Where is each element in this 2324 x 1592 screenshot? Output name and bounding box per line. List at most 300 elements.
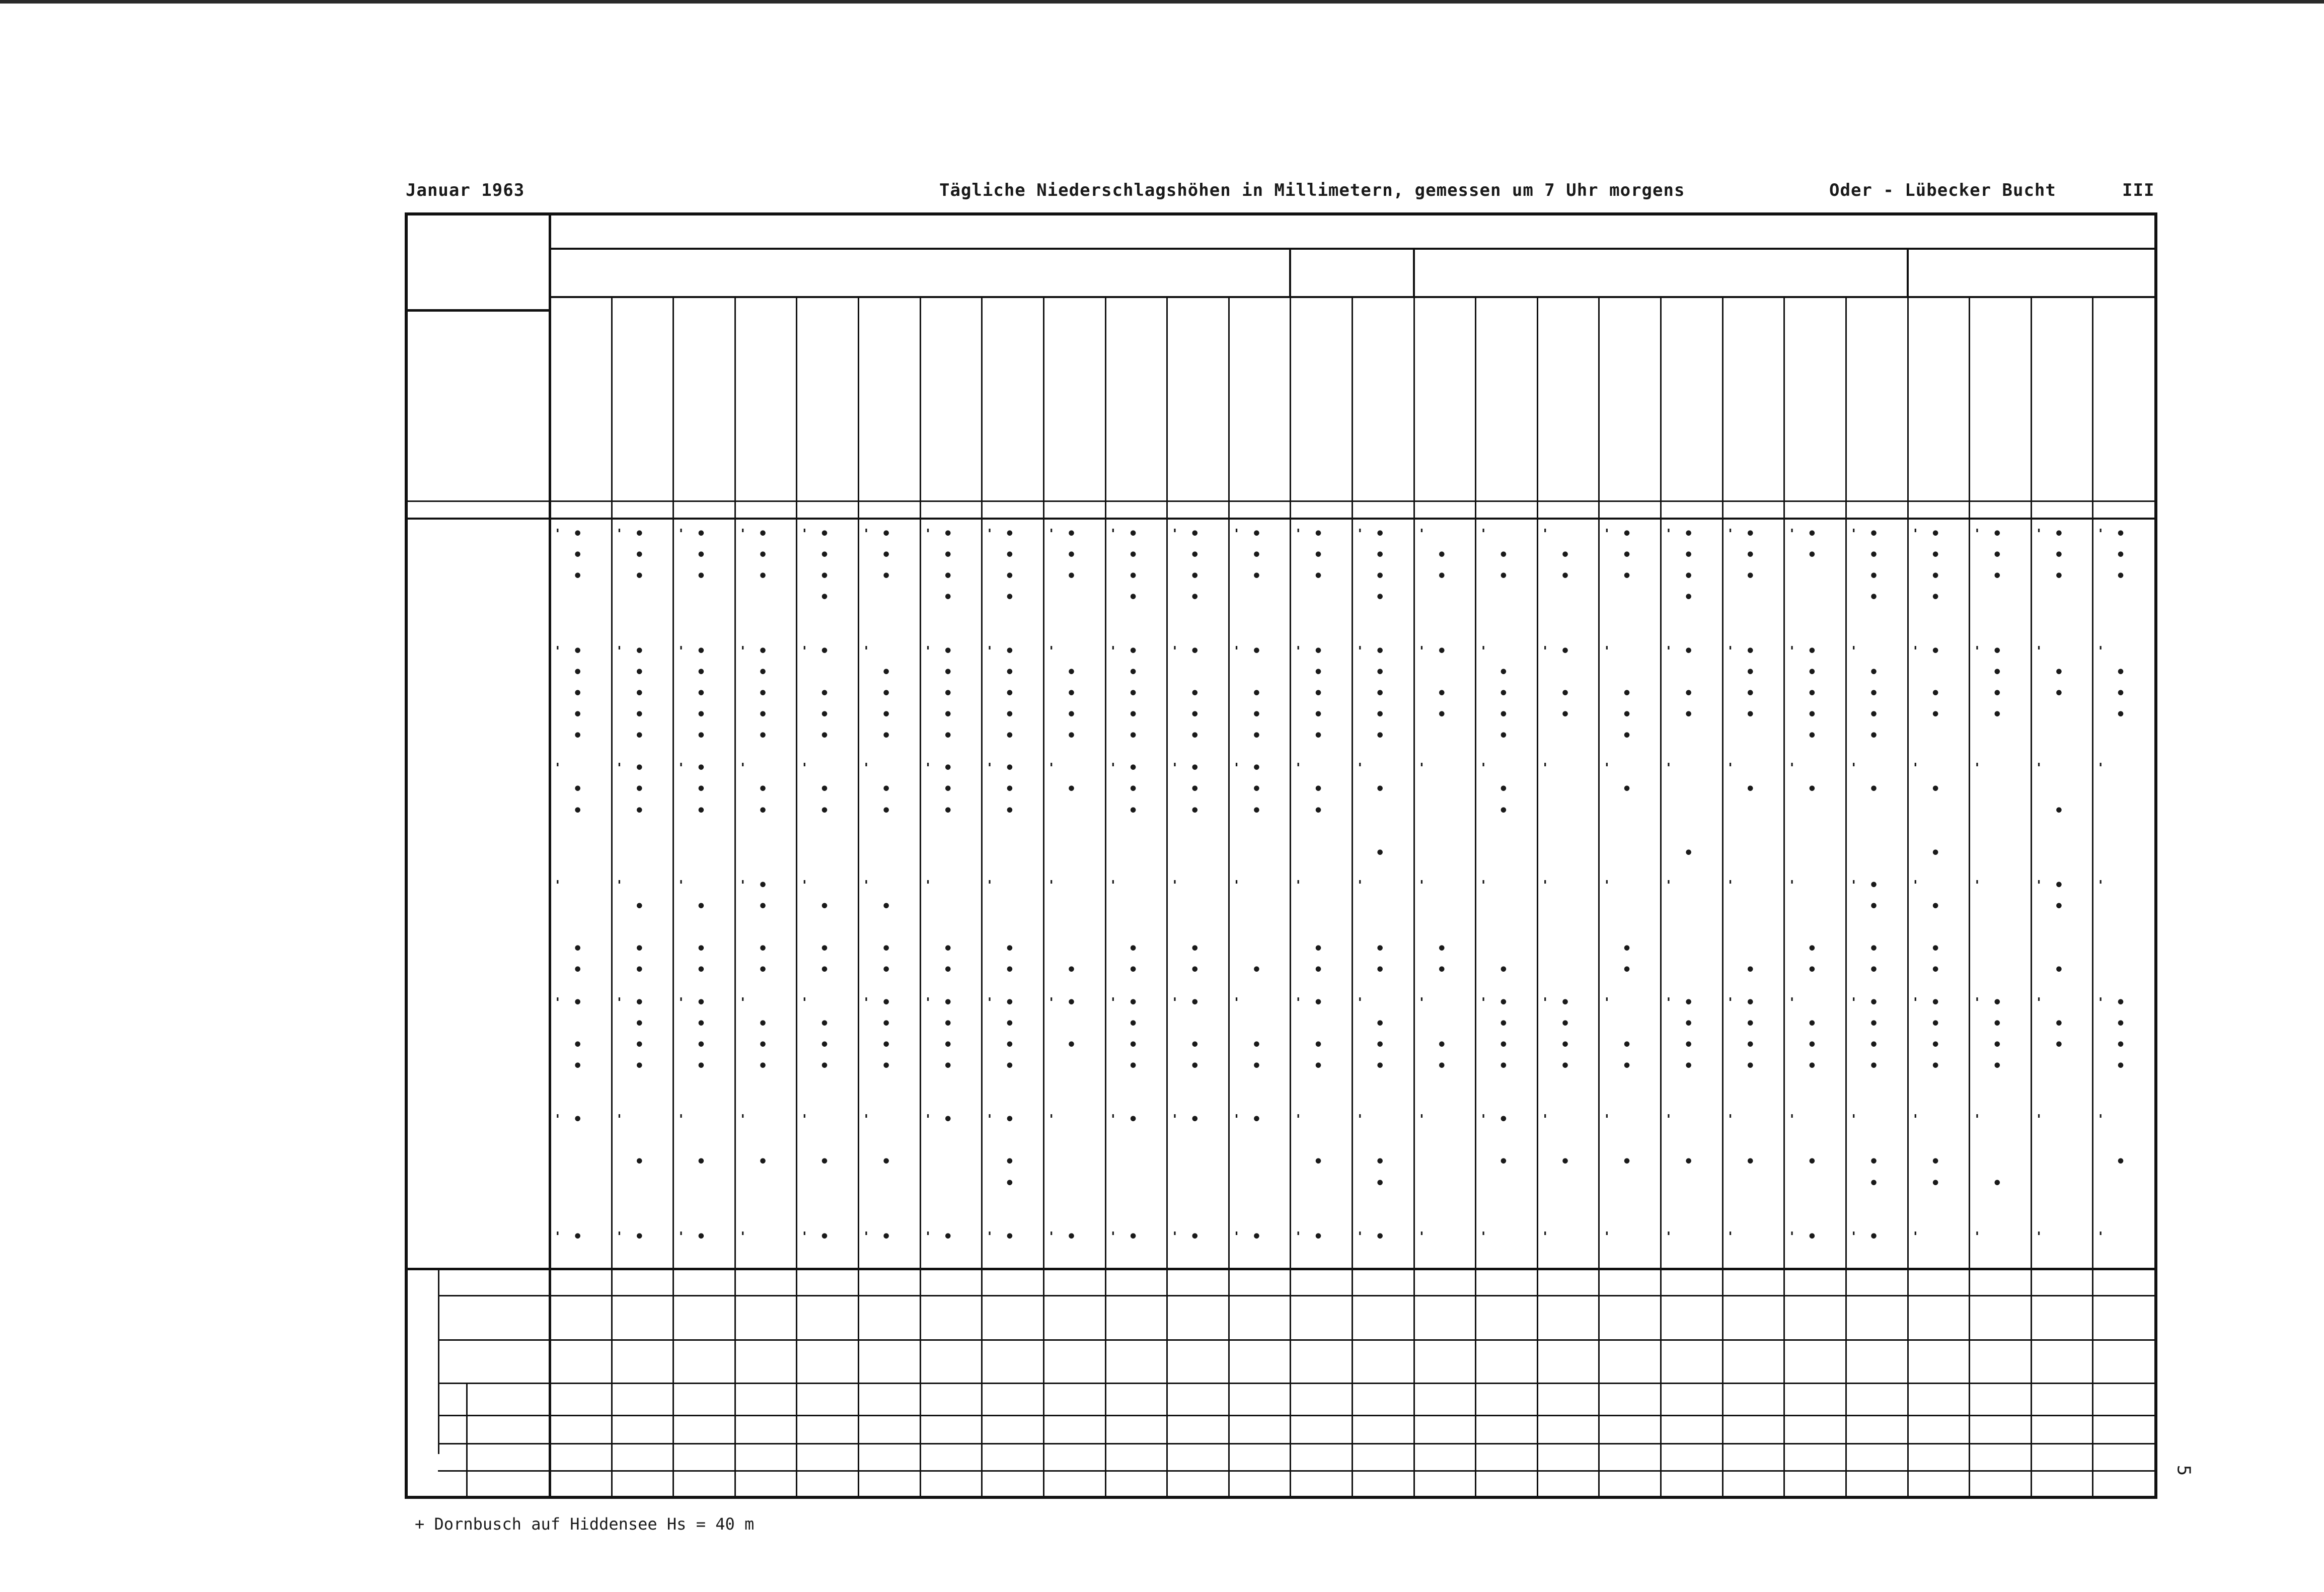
- cell-dot: •: [2054, 961, 2069, 979]
- cell-dot: •: [1560, 642, 1575, 660]
- cell-dot: •: [1313, 1057, 1328, 1075]
- cell-dot: •: [696, 1153, 711, 1171]
- cell-dot: •: [573, 642, 587, 660]
- cell-dot: •: [573, 663, 587, 681]
- cell-dot: •: [1684, 642, 1698, 660]
- cell-dot: •: [1190, 727, 1205, 745]
- cell-dot: •: [943, 727, 958, 745]
- cell-dot: •: [943, 780, 958, 799]
- cell-dot: •: [820, 961, 835, 979]
- cell-dot: •: [1190, 525, 1205, 543]
- cell-dot: •: [881, 780, 896, 799]
- cell-dot: •: [1869, 663, 1884, 681]
- cell-dot: •: [696, 1015, 711, 1033]
- cell-dot: •: [1622, 961, 1637, 979]
- cell-tick: ': [862, 527, 875, 542]
- cell-tick: ': [2096, 1229, 2110, 1245]
- cell-dot: •: [1931, 684, 1945, 702]
- cell-tick: ': [2035, 527, 2048, 542]
- cell-dot: •: [1129, 1015, 1143, 1033]
- cell-dot: •: [696, 961, 711, 979]
- cell-tick: ': [1541, 1112, 1554, 1128]
- cell-dot: •: [758, 876, 773, 894]
- cell-dot: •: [1129, 546, 1143, 564]
- cell-dot: •: [1684, 546, 1698, 564]
- cell-dot: •: [758, 642, 773, 660]
- cell-dot: •: [1252, 1227, 1266, 1246]
- cell-tick: ': [738, 995, 752, 1010]
- cell-dot: •: [1375, 706, 1390, 724]
- cell-dot: •: [1622, 780, 1637, 799]
- cell-dot: •: [2054, 876, 2069, 894]
- cell-dot: •: [1437, 1036, 1452, 1054]
- cell-tick: ': [862, 643, 875, 659]
- cell-dot: •: [1869, 1174, 1884, 1192]
- cell-dot: •: [820, 1153, 835, 1171]
- cell-tick: ': [1973, 1229, 1986, 1245]
- cell-dot: •: [758, 663, 773, 681]
- cell-dot: •: [1067, 684, 1081, 702]
- grid-line: [734, 296, 736, 1496]
- cell-dot: •: [2054, 802, 2069, 820]
- cell-dot: •: [1684, 525, 1698, 543]
- cell-dot: •: [1190, 684, 1205, 702]
- cell-tick: ': [2096, 643, 2110, 659]
- cell-dot: •: [635, 546, 649, 564]
- cell-dot: •: [1375, 727, 1390, 745]
- cell-dot: •: [1746, 567, 1760, 586]
- cell-dot: •: [881, 1036, 896, 1054]
- cell-tick: ': [554, 995, 567, 1010]
- cell-dot: •: [1869, 1227, 1884, 1246]
- cell-dot: •: [1746, 1153, 1760, 1171]
- cell-tick: ': [1603, 1229, 1616, 1245]
- grid-line: [438, 1470, 2154, 1472]
- cell-dot: •: [1498, 1057, 1513, 1075]
- cell-dot: •: [1622, 546, 1637, 564]
- cell-dot: •: [758, 525, 773, 543]
- cell-dot: •: [820, 589, 835, 607]
- cell-dot: •: [696, 525, 711, 543]
- cell-dot: •: [1313, 1153, 1328, 1171]
- cell-dot: •: [943, 567, 958, 586]
- cell-dot: •: [573, 802, 587, 820]
- cell-tick: ': [1479, 643, 1492, 659]
- cell-dot: •: [1869, 1153, 1884, 1171]
- header-month: Januar 1963: [406, 180, 525, 200]
- cell-dot: •: [2054, 684, 2069, 702]
- cell-tick: ': [1479, 527, 1492, 542]
- cell-dot: •: [943, 1015, 958, 1033]
- cell-tick: ': [738, 1112, 752, 1128]
- cell-dot: •: [1498, 567, 1513, 586]
- cell-dot: •: [635, 1015, 649, 1033]
- cell-dot: •: [1437, 940, 1452, 958]
- cell-dot: •: [1992, 684, 2007, 702]
- cell-tick: ': [1047, 527, 1061, 542]
- grid-line: [981, 296, 983, 1496]
- cell-dot: •: [820, 642, 835, 660]
- cell-tick: ': [800, 761, 814, 776]
- cell-tick: ': [1788, 1229, 1801, 1245]
- cell-dot: •: [635, 642, 649, 660]
- cell-dot: •: [1252, 525, 1266, 543]
- cell-tick: ': [1232, 995, 1246, 1010]
- cell-dot: •: [943, 642, 958, 660]
- cell-tick: ': [1356, 527, 1369, 542]
- cell-dot: •: [1190, 1057, 1205, 1075]
- cell-dot: •: [696, 1227, 711, 1246]
- cell-dot: •: [573, 961, 587, 979]
- cell-tick: ': [615, 995, 629, 1010]
- cell-dot: •: [1560, 706, 1575, 724]
- cell-dot: •: [943, 993, 958, 1011]
- cell-tick: ': [738, 527, 752, 542]
- cell-dot: •: [1252, 1057, 1266, 1075]
- cell-dot: •: [1498, 780, 1513, 799]
- cell-tick: ': [800, 527, 814, 542]
- cell-dot: •: [1375, 1174, 1390, 1192]
- cell-dot: •: [758, 684, 773, 702]
- cell-tick: ': [1665, 527, 1678, 542]
- cell-tick: ': [1788, 995, 1801, 1010]
- cell-dot: •: [635, 993, 649, 1011]
- cell-dot: •: [1807, 940, 1822, 958]
- cell-dot: •: [1498, 706, 1513, 724]
- cell-dot: •: [1252, 684, 1266, 702]
- cell-tick: ': [615, 761, 629, 776]
- cell-dot: •: [1807, 1036, 1822, 1054]
- cell-tick: ': [1417, 995, 1431, 1010]
- cell-dot: •: [1129, 525, 1143, 543]
- cell-dot: •: [2054, 567, 2069, 586]
- cell-tick: ': [1232, 1229, 1246, 1245]
- cell-dot: •: [881, 961, 896, 979]
- cell-dot: •: [635, 663, 649, 681]
- cell-dot: •: [1005, 1153, 1019, 1171]
- cell-dot: •: [881, 706, 896, 724]
- cell-dot: •: [1622, 727, 1637, 745]
- cell-dot: •: [820, 727, 835, 745]
- cell-dot: •: [1869, 876, 1884, 894]
- cell-tick: ': [1109, 643, 1122, 659]
- cell-tick: ': [924, 761, 937, 776]
- grid-line: [438, 1295, 2154, 1296]
- precipitation-table: [405, 212, 2157, 1499]
- cell-tick: ': [986, 643, 999, 659]
- cell-tick: ': [1911, 995, 1925, 1010]
- cell-tick: ': [1417, 643, 1431, 659]
- cell-dot: •: [758, 1036, 773, 1054]
- cell-tick: ': [1356, 995, 1369, 1010]
- cell-tick: ': [554, 761, 567, 776]
- cell-dot: •: [758, 546, 773, 564]
- cell-dot: •: [881, 727, 896, 745]
- cell-tick: ': [1849, 1229, 1863, 1245]
- cell-dot: •: [1992, 525, 2007, 543]
- cell-dot: •: [1005, 663, 1019, 681]
- cell-tick: ': [1417, 878, 1431, 893]
- cell-tick: ': [862, 1229, 875, 1245]
- header-region: Oder - Lübecker Bucht: [1829, 180, 2056, 200]
- cell-dot: •: [573, 567, 587, 586]
- cell-tick: ': [1665, 1112, 1678, 1128]
- cell-dot: •: [1129, 684, 1143, 702]
- header-title: Tägliche Niederschlagshöhen in Millimetern, gemessen um 7 Uhr morgens: [939, 180, 1685, 200]
- cell-dot: •: [635, 898, 649, 916]
- cell-tick: ': [1665, 1229, 1678, 1245]
- cell-dot: •: [1498, 1111, 1513, 1129]
- cell-dot: •: [635, 1036, 649, 1054]
- cell-dot: •: [881, 684, 896, 702]
- cell-dot: •: [1190, 589, 1205, 607]
- cell-dot: •: [1869, 567, 1884, 586]
- cell-dot: •: [758, 898, 773, 916]
- cell-tick: ': [677, 527, 690, 542]
- cell-dot: •: [1931, 993, 1945, 1011]
- cell-dot: •: [1622, 525, 1637, 543]
- cell-dot: •: [1931, 1174, 1945, 1192]
- cell-tick: ': [1541, 1229, 1554, 1245]
- cell-dot: •: [1067, 1036, 1081, 1054]
- cell-tick: ': [924, 527, 937, 542]
- cell-dot: •: [1931, 940, 1945, 958]
- header-page: III: [2122, 180, 2155, 200]
- cell-dot: •: [573, 1111, 587, 1129]
- cell-tick: ': [1911, 1229, 1925, 1245]
- cell-dot: •: [1313, 961, 1328, 979]
- cell-dot: •: [1746, 1057, 1760, 1075]
- cell-tick: ': [1356, 643, 1369, 659]
- cell-tick: ': [1479, 1112, 1492, 1128]
- cell-dot: •: [1498, 993, 1513, 1011]
- cell-dot: •: [696, 802, 711, 820]
- cell-dot: •: [1869, 546, 1884, 564]
- grid-line: [1722, 296, 1723, 1496]
- cell-dot: •: [943, 663, 958, 681]
- cell-dot: •: [1313, 525, 1328, 543]
- cell-dot: •: [1375, 589, 1390, 607]
- cell-tick: ': [800, 878, 814, 893]
- cell-dot: •: [1375, 961, 1390, 979]
- cell-dot: •: [943, 1057, 958, 1075]
- cell-dot: •: [1746, 1015, 1760, 1033]
- cell-dot: •: [1190, 546, 1205, 564]
- cell-tick: ': [1788, 1112, 1801, 1128]
- cell-tick: ': [1109, 1229, 1122, 1245]
- cell-dot: •: [1746, 961, 1760, 979]
- cell-tick: ': [800, 643, 814, 659]
- cell-tick: ': [1109, 527, 1122, 542]
- cell-tick: ': [1973, 643, 1986, 659]
- cell-dot: •: [696, 1036, 711, 1054]
- cell-tick: ': [1541, 995, 1554, 1010]
- cell-tick: ': [1911, 643, 1925, 659]
- cell-dot: •: [1807, 642, 1822, 660]
- cell-dot: •: [2116, 663, 2131, 681]
- cell-dot: •: [820, 780, 835, 799]
- cell-dot: •: [1190, 780, 1205, 799]
- cell-dot: •: [1622, 940, 1637, 958]
- cell-dot: •: [1992, 1057, 2007, 1075]
- cell-tick: ': [1911, 527, 1925, 542]
- cell-dot: •: [1931, 706, 1945, 724]
- cell-dot: •: [1622, 684, 1637, 702]
- cell-dot: •: [1313, 546, 1328, 564]
- cell-tick: ': [800, 1112, 814, 1128]
- cell-tick: ': [924, 995, 937, 1010]
- cell-dot: •: [1869, 1036, 1884, 1054]
- cell-tick: ': [554, 1229, 567, 1245]
- cell-tick: ': [1788, 761, 1801, 776]
- cell-tick: ': [2096, 1112, 2110, 1128]
- cell-dot: •: [635, 567, 649, 586]
- grid-line: [550, 248, 2154, 250]
- cell-dot: •: [1869, 684, 1884, 702]
- grid-line: [438, 1415, 2154, 1416]
- grid-line: [1166, 296, 1168, 1496]
- cell-dot: •: [1684, 1057, 1698, 1075]
- cell-dot: •: [820, 1057, 835, 1075]
- cell-dot: •: [1746, 706, 1760, 724]
- cell-dot: •: [1622, 706, 1637, 724]
- cell-dot: •: [1129, 961, 1143, 979]
- cell-dot: •: [1252, 642, 1266, 660]
- cell-dot: •: [1005, 1111, 1019, 1129]
- cell-dot: •: [1869, 727, 1884, 745]
- cell-tick: ': [2096, 527, 2110, 542]
- cell-dot: •: [820, 567, 835, 586]
- grid-line: [1783, 296, 1785, 1496]
- cell-dot: •: [1560, 1057, 1575, 1075]
- cell-tick: ': [1973, 761, 1986, 776]
- cell-dot: •: [2054, 1015, 2069, 1033]
- cell-dot: •: [1005, 780, 1019, 799]
- cell-dot: •: [1005, 727, 1019, 745]
- cell-dot: •: [1375, 525, 1390, 543]
- cell-tick: ': [986, 1112, 999, 1128]
- cell-dot: •: [2054, 1036, 2069, 1054]
- cell-tick: ': [1294, 995, 1308, 1010]
- cell-dot: •: [1375, 844, 1390, 862]
- cell-tick: ': [1973, 1112, 1986, 1128]
- cell-dot: •: [1005, 961, 1019, 979]
- cell-dot: •: [881, 546, 896, 564]
- cell-dot: •: [1313, 567, 1328, 586]
- cell-tick: ': [1973, 527, 1986, 542]
- cell-dot: •: [1005, 642, 1019, 660]
- cell-dot: •: [696, 780, 711, 799]
- cell-dot: •: [1931, 1153, 1945, 1171]
- cell-tick: ': [2035, 643, 2048, 659]
- cell-dot: •: [1622, 1153, 1637, 1171]
- cell-dot: •: [2116, 1015, 2131, 1033]
- cell-tick: ': [924, 1229, 937, 1245]
- cell-dot: •: [1129, 706, 1143, 724]
- cell-dot: •: [1252, 546, 1266, 564]
- cell-tick: ': [1973, 878, 1986, 893]
- grid-line: [2031, 296, 2032, 1496]
- cell-dot: •: [1746, 684, 1760, 702]
- cell-tick: ': [677, 761, 690, 776]
- cell-dot: •: [1622, 1057, 1637, 1075]
- cell-tick: ': [800, 1229, 814, 1245]
- cell-dot: •: [1190, 642, 1205, 660]
- cell-dot: •: [1746, 663, 1760, 681]
- cell-tick: ': [1417, 527, 1431, 542]
- cell-dot: •: [1129, 567, 1143, 586]
- cell-dot: •: [758, 961, 773, 979]
- cell-tick: ': [738, 761, 752, 776]
- cell-dot: •: [635, 1227, 649, 1246]
- cell-dot: •: [881, 1227, 896, 1246]
- cell-tick: ': [1849, 1112, 1863, 1128]
- cell-dot: •: [1067, 525, 1081, 543]
- cell-dot: •: [1313, 802, 1328, 820]
- cell-tick: ': [615, 1229, 629, 1245]
- cell-dot: •: [1129, 1036, 1143, 1054]
- cell-dot: •: [1005, 759, 1019, 777]
- cell-dot: •: [1375, 940, 1390, 958]
- cell-dot: •: [1313, 684, 1328, 702]
- cell-dot: •: [1746, 546, 1760, 564]
- cell-dot: •: [1498, 1153, 1513, 1171]
- cell-dot: •: [696, 663, 711, 681]
- cell-dot: •: [1560, 1015, 1575, 1033]
- cell-dot: •: [1005, 940, 1019, 958]
- grid-line: [1907, 296, 1909, 1496]
- cell-dot: •: [635, 727, 649, 745]
- cell-dot: •: [1931, 898, 1945, 916]
- cell-tick: ': [862, 995, 875, 1010]
- cell-dot: •: [1931, 525, 1945, 543]
- cell-dot: •: [635, 802, 649, 820]
- cell-dot: •: [1746, 780, 1760, 799]
- cell-dot: •: [1129, 1111, 1143, 1129]
- cell-dot: •: [820, 684, 835, 702]
- cell-dot: •: [1498, 1036, 1513, 1054]
- cell-dot: •: [1437, 642, 1452, 660]
- cell-dot: •: [1931, 780, 1945, 799]
- grid-line: [438, 1443, 2154, 1444]
- cell-tick: ': [554, 878, 567, 893]
- cell-dot: •: [1931, 1057, 1945, 1075]
- cell-dot: •: [1684, 684, 1698, 702]
- cell-tick: ': [1356, 761, 1369, 776]
- cell-dot: •: [1807, 727, 1822, 745]
- cell-dot: •: [1992, 993, 2007, 1011]
- cell-tick: ': [2035, 761, 2048, 776]
- cell-tick: ': [1171, 527, 1184, 542]
- cell-tick: ': [1356, 878, 1369, 893]
- cell-dot: •: [573, 706, 587, 724]
- cell-dot: •: [1190, 802, 1205, 820]
- cell-dot: •: [1252, 1111, 1266, 1129]
- grid-line: [438, 1339, 2154, 1341]
- cell-dot: •: [1869, 780, 1884, 799]
- cell-dot: •: [573, 1227, 587, 1246]
- cell-dot: •: [696, 706, 711, 724]
- cell-dot: •: [1129, 780, 1143, 799]
- cell-dot: •: [1684, 706, 1698, 724]
- grid-line: [1598, 296, 1600, 1496]
- cell-tick: ': [1294, 761, 1308, 776]
- cell-dot: •: [1129, 1227, 1143, 1246]
- cell-dot: •: [573, 940, 587, 958]
- cell-dot: •: [1437, 567, 1452, 586]
- cell-tick: ': [1171, 1112, 1184, 1128]
- cell-dot: •: [2116, 567, 2131, 586]
